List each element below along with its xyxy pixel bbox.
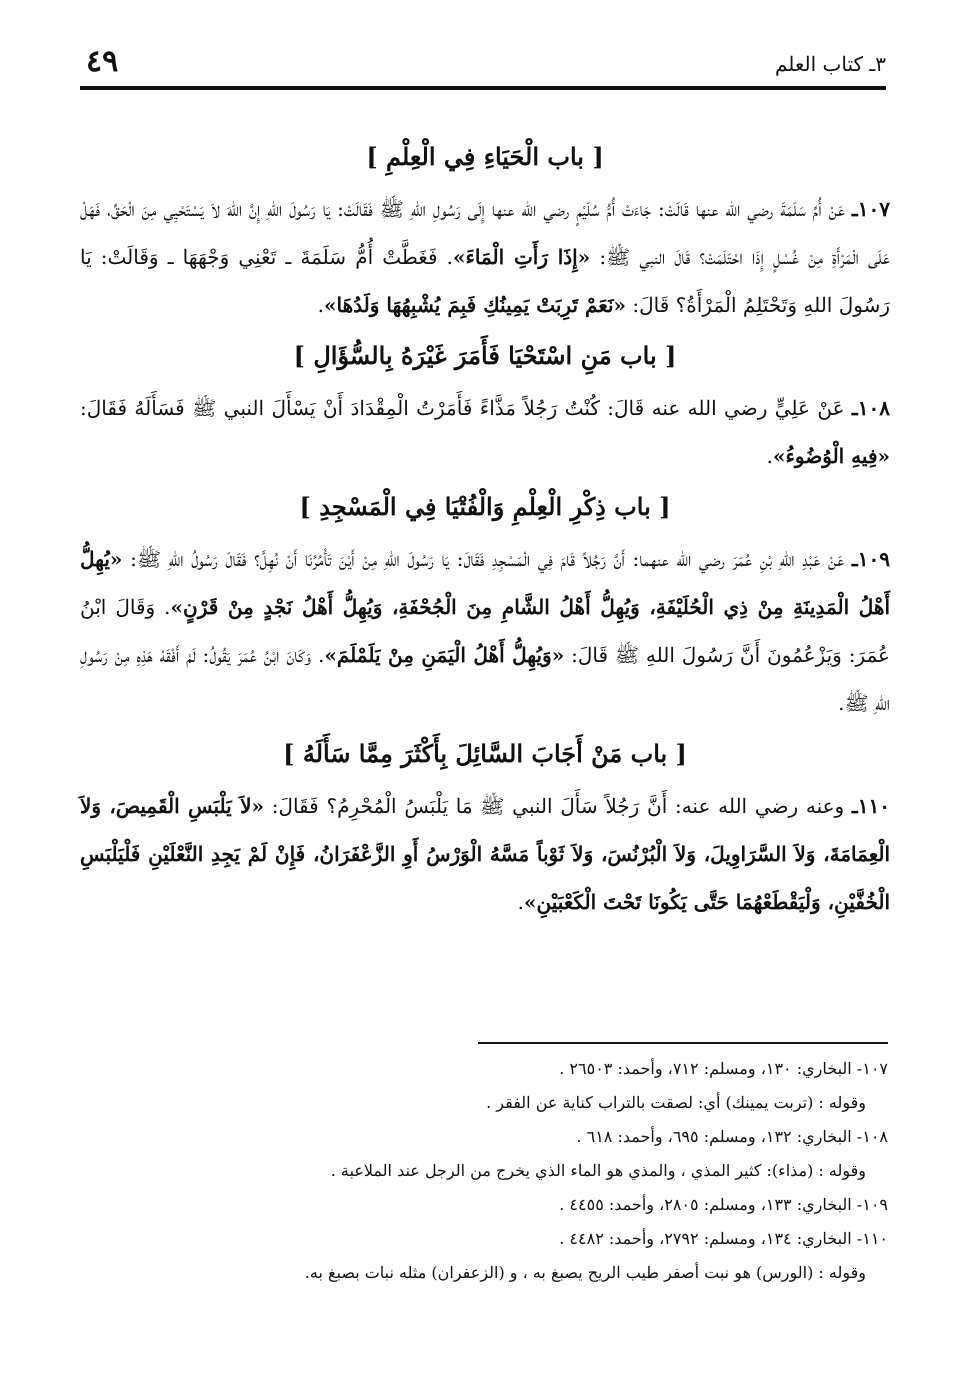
hadith-107: [80, 185, 890, 329]
prophetic-quote: «وَيُهِلُّ أَهْلُ الْيَمَنِ مِنْ يَلَمْلَمَ»: [324, 643, 565, 667]
hadith-text: عَنْ أُمِّ سَلَمَةَ رضي الله عنها قَالَتْ: جَاءَتْ أُمُّ سُلَيْمٍ رضي الله عنها إِلَى رَسُولِ اللهِ ﷺ فَقَالَتْ: يَا رَسُولَ اللهِ إِنَّ اللهَ لاَ يَسْتَحْيِي مِنَ الْحَقِّ، فَهَلْ عَلَى الْمَرْأَةِ مِنْ غُسْلٍ إِذَا احْتَلَمَتْ؟ قَالَ النبي ﷺ:: [80, 197, 890, 269]
hadith-text: عَنْ عَبْدِ اللهِ بْنِ عُمَرَ رضي الله عنهما: أَنَّ رَجُلاً قَامَ فِي الْمَسْجِدِ فَقَالَ: يَا رَسُولَ اللهِ مِنْ أَيْنَ تَأْمُرُنَا أَنْ نُهِلَّ؟ فَقَالَ رَسُولُ اللهِ ﷺ:: [122, 547, 852, 571]
prophetic-quote: «نَعَمْ تَرِبَتْ يَمِينُكِ فَبِمَ يُشْبِهُهَا وَلَدُهَا»: [324, 293, 627, 317]
header-rule: [80, 86, 886, 90]
footnote-line: ١١٠- البخاري: ١٣٤، ومسلم: ٢٧٩٢، وأحمد: ٤٤٨٢ .: [559, 1229, 888, 1248]
hadith-text: . وَكَانَ ابْنُ عُمَرَ يَقُولُ: لَمْ أَفْقَهْ هَذِهِ مِنْ رَسُولِ اللهِ ﷺ.: [80, 643, 890, 715]
prophetic-quote: «يُهِلُّ أَهْلُ الْمَدِينَةِ مِنْ ذِي الْحُلَيْفَةِ، وَيُهِلُّ أَهْلُ الشَّامِ مِنَ الْجُحْفَةِ، وَيُهِلُّ أَهْلُ نَجْدٍ مِنْ قَرْنٍ»: [80, 547, 891, 619]
hadith-text: . فَغَطَّتْ أُمُّ سَلَمَةَ ـ تَعْنِي وَجْهَهَا ـ وَقَالَتْ: يَا رَسُولَ اللهِ وَتَحْتَلِمُ الْمَرْأَةُ؟ قَالَ:: [80, 245, 890, 317]
hadith-109: [80, 535, 890, 727]
prophetic-quote: «إِذَا رَأَتِ الْمَاءَ»: [453, 245, 591, 269]
hadith-number: ١٠٨ـ: [851, 396, 890, 420]
hadith-number: ١٠٩ـ: [851, 547, 890, 571]
footnote-rule: [478, 1042, 888, 1044]
main-content: [80, 130, 890, 932]
footnotes: [200, 1052, 888, 1290]
prophetic-quote: «فِيهِ الْوُضُوءُ»: [773, 444, 890, 468]
hadith-text: عَنْ عَلِيٍّ رضي الله عنه قَالَ: كُنْتُ رَجُلاً مَذَّاءً فَأَمَرْتُ الْمِقْدَادَ أَنْ يَسْأَلَ النبي ﷺ فَسَأَلَهُ فَقَالَ:: [80, 396, 852, 420]
section-title-107: [ باب الْحَيَاءِ فِي الْعِلْمِ ]: [366, 142, 604, 171]
hadith-110: [80, 782, 890, 926]
section-title-110: [ باب مَنْ أَجَابَ السَّائِلَ بِأَكْثَرَ مِمَّا سَأَلَهُ ]: [283, 739, 687, 768]
hadith-108: [80, 384, 890, 480]
section-title-109: [ باب ذِكْرِ الْعِلْمِ وَالْفُتْيَا فِي الْمَسْجِدِ ]: [299, 492, 671, 521]
page-header: [80, 42, 886, 88]
hadith-text: وعنه رضي الله عنه: أَنَّ رَجُلاً سَأَلَ النبي ﷺ مَا يَلْبَسُ الْمُحْرِمُ؟ فَقَالَ:: [263, 794, 852, 818]
footnote-line: وقوله : (الورس) هو نبت أصفر طيب الريح يصبغ به ، و (الزعفران) مثله نبات بصبغ به.: [304, 1263, 866, 1282]
hadith-text: .: [517, 890, 525, 914]
footnote-line: ١٠٧- البخاري: ١٣٠، ومسلم: ٧١٢، وأحمد: ٢٦٥٠٣ .: [559, 1059, 888, 1078]
page-number: ٤٩: [86, 44, 119, 79]
hadith-number: ١١٠ـ: [851, 794, 891, 818]
footnote-line: ١٠٩- البخاري: ١٣٣، ومسلم: ٢٨٠٥، وأحمد: ٤٤٥٥ .: [559, 1195, 888, 1214]
chapter-title: ٣ـ كتاب العلم: [774, 52, 886, 76]
hadith-text: . وَقَالَ ابْنُ عُمَرَ: وَيَزْعُمُونَ أَنَّ رَسُولَ اللهِ ﷺ قَالَ:: [80, 595, 890, 667]
hadith-text: .: [766, 444, 774, 468]
hadith-text: .: [317, 293, 325, 317]
footnote-line: وقوله : (مذاء): كثير المذي ، والمذي هو الماء الذي يخرج من الرجل عند الملاعبة .: [330, 1161, 866, 1180]
section-title-108: [ باب مَنِ اسْتَحْيَا فَأَمَرَ غَيْرَهُ بِالسُّؤَالِ ]: [293, 341, 677, 370]
prophetic-quote: «لاَ يَلْبَسِ الْقَمِيصَ، وَلاَ الْعِمَامَةَ، وَلاَ السَّرَاوِيلَ، وَلاَ الْبُرْنُسَ، وَلاَ ثَوْباً مَسَّهُ الْوَرْسُ أَوِ الزَّعْفَرَانُ، فَإِنْ لَمْ يَجِدِ النَّعْلَيْنِ فَلْيَلْبَسِ الْخُفَّيْنِ، وَلْيَقْطَعْهُمَا حَتَّى يَكُونَا تَحْتَ الْكَعْبَيْنِ»: [80, 794, 890, 914]
footnote-line: ١٠٨- البخاري: ١٣٢، ومسلم: ٦٩٥، وأحمد: ٦١٨ .: [576, 1127, 888, 1146]
hadith-number: ١٠٧ـ: [851, 197, 890, 221]
footnote-line: وقوله : (تربت يمينك) أي: لصقت بالتراب كناية عن الفقر .: [486, 1093, 866, 1112]
